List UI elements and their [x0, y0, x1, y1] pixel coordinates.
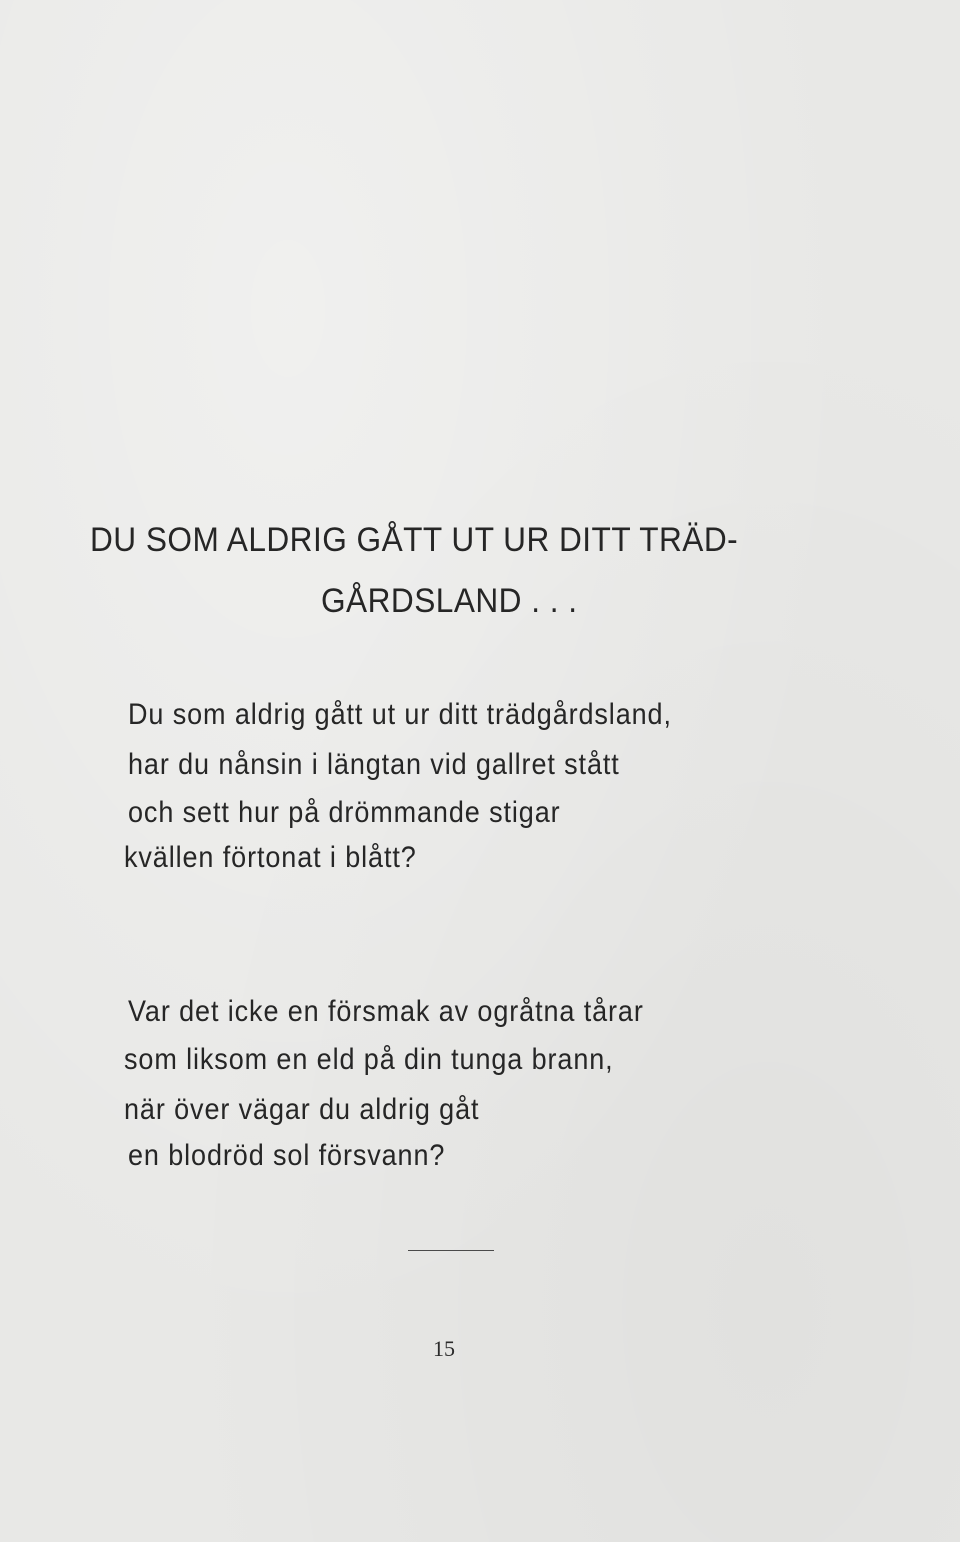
- verse-line: och sett hur på drömmande stigar: [128, 796, 561, 829]
- verse-line: en blodröd sol försvann?: [128, 1139, 446, 1172]
- page-number: 15: [433, 1336, 455, 1361]
- verse-line: Du som aldrig gått ut ur ditt trädgårdsland,: [128, 698, 672, 731]
- verse-line: kvällen förtonat i blått?: [124, 841, 417, 874]
- verse-line: som liksom en eld på din tunga brann,: [124, 1043, 614, 1076]
- end-divider: [408, 1250, 494, 1251]
- verse-line: har du nånsin i längtan vid gallret stått: [128, 748, 620, 781]
- verse-line: Var det icke en försmak av ogråtna tårar: [128, 995, 644, 1028]
- poem-title-line-1: DU SOM ALDRIG GÅTT UT UR DITT TRÄD-: [90, 521, 739, 559]
- poem-title-line-2: GÅRDSLAND . . .: [321, 582, 578, 620]
- verse-line: när över vägar du aldrig gåt: [124, 1093, 480, 1126]
